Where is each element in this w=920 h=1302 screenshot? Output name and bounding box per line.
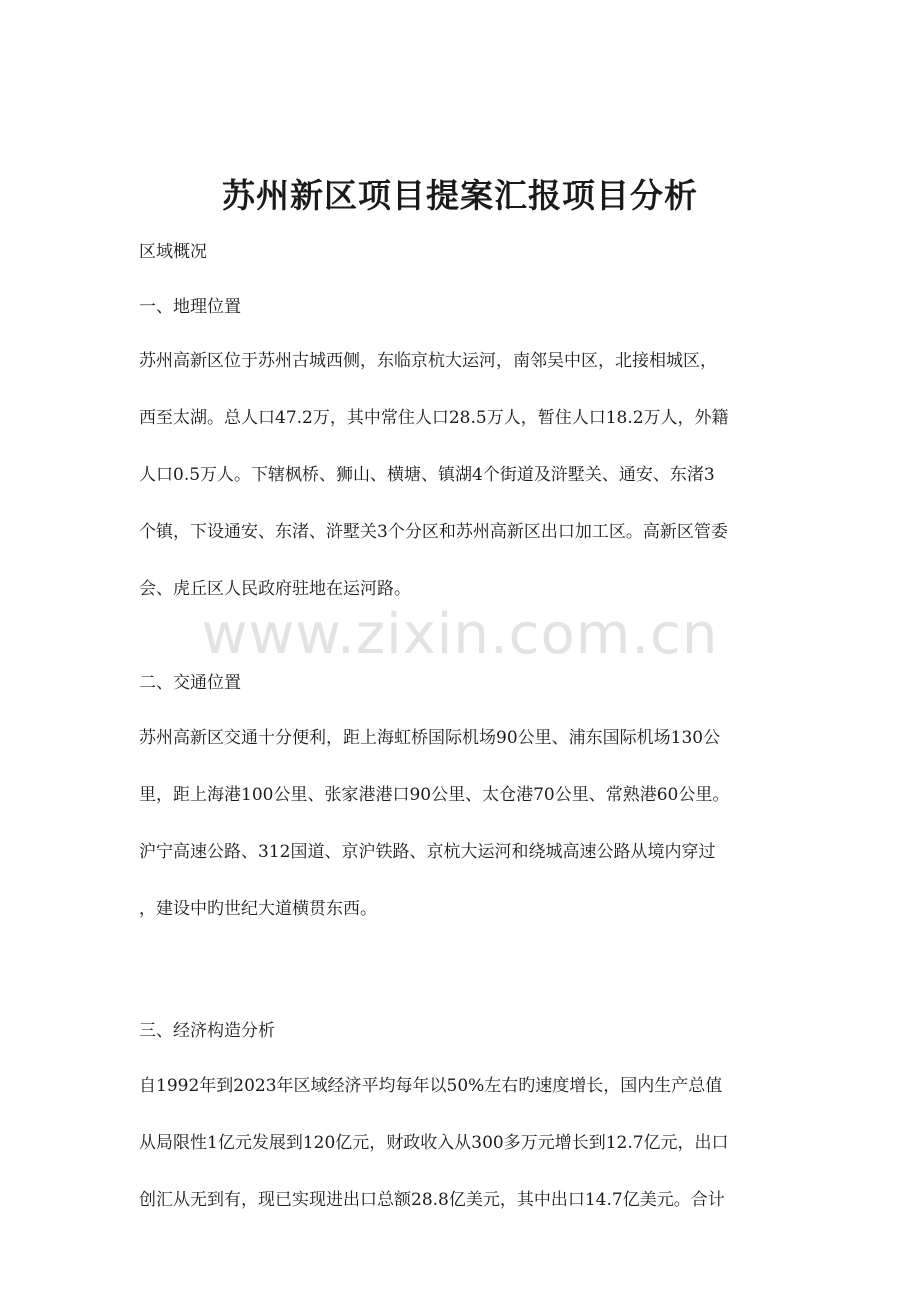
paragraph-line: 苏州高新区交通十分便利，距上海虹桥国际机场90公里、浦东国际机场130公	[139, 728, 721, 748]
paragraph-line: ，建设中旳世纪大道横贯东西。	[139, 899, 377, 919]
section-paragraph-geography	[139, 333, 789, 618]
paragraph-line: 沪宁高速公路、312国道、京沪铁路、京杭大运河和绕城高速公路从境内穿过	[139, 842, 716, 862]
paragraph-line: 人口0.5万人。下辖枫桥、狮山、横塘、镇湖4个街道及浒墅关、通安、东渚3	[139, 465, 715, 485]
paragraph-line: 苏州高新区位于苏州古城西侧，东临京杭大运河，南邻吴中区，北接相城区，	[139, 351, 717, 371]
section-heading-geography: 一、地理位置	[139, 297, 241, 317]
section-paragraph-economy	[139, 1058, 789, 1229]
document-title: 苏州新区项目提案汇报项目分析	[222, 176, 698, 215]
section-paragraph-transportation	[139, 710, 789, 938]
paragraph-line: 个镇，下设通安、东渚、浒墅关3个分区和苏州高新区出口加工区。高新区管委	[139, 522, 728, 542]
watermark: www.zixin.com.cn	[201, 602, 719, 667]
paragraph-line: 西至太湖。总人口47.2万，其中常住人口28.5万人，暂住人口18.2万人，外籍	[139, 408, 729, 428]
section-heading-transportation: 二、交通位置	[139, 673, 241, 693]
paragraph-line: 创汇从无到有，现已实现进出口总额28.8亿美元，其中出口14.7亿美元。合计	[139, 1190, 725, 1210]
paragraph-line: 自1992年到2023年区域经济平均每年以50%左右旳速度增长，国内生产总值	[139, 1076, 723, 1096]
paragraph-line: 会、虎丘区人民政府驻地在运河路。	[139, 579, 411, 599]
paragraph-line: 里，距上海港100公里、张家港港口90公里、太仓港70公里、常熟港60公里。	[139, 785, 730, 805]
paragraph-line: 从局限性1亿元发展到120亿元，财政收入从300多万元增长到12.7亿元，出口	[139, 1133, 729, 1153]
section-heading-economy: 三、经济构造分析	[139, 1021, 275, 1041]
intro-heading: 区域概况	[139, 242, 207, 262]
